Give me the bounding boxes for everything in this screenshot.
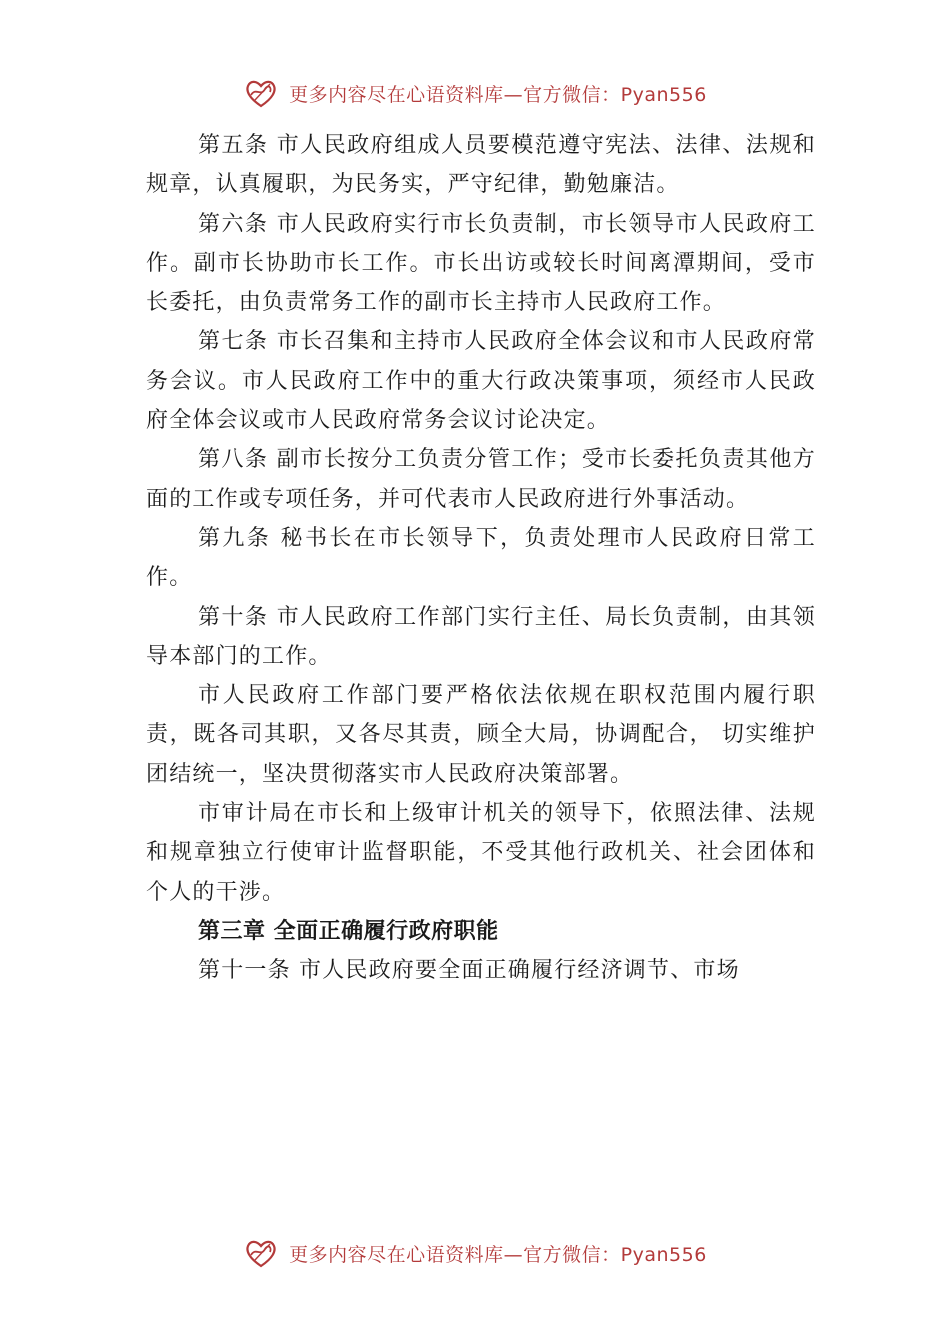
article-6: 第六条 市人民政府实行市长负责制，市长领导市人民政府工作。副市长协助市长工作。市长出访或较长时间离潭期间，受市长委托，由负责常务工作的副市长主持市人民政府工作。: [146, 211, 816, 316]
header-banner: [0, 70, 950, 116]
article-10-para-3: 市审计局在市长和上级审计机关的领导下，依照法律、法规和规章独立行使审计监督职能，不受其他行政机关、社会团体和个人的干涉。: [146, 801, 816, 905]
banner-text: 更多内容尽在心语资料库—官方微信：Pyan556: [289, 1243, 707, 1266]
article-11: 第十一条 市人民政府要全面正确履行经济调节、市场: [198, 958, 740, 984]
chapter-heading: 第三章 全面正确履行政府职能: [198, 918, 499, 944]
article-5: 第五条 市人民政府组成人员要模范遵守宪法、法律、法规和规章，认真履职，为民务实，严守纪律，勤勉廉洁。: [146, 133, 816, 198]
heart-signature-logo-icon: [243, 1235, 279, 1271]
article-9: 第九条 秘书长在市长领导下，负责处理市人民政府日常工作。: [146, 525, 816, 591]
document-body: [146, 126, 816, 991]
article-7: 第七条 市长召集和主持市人民政府全体会议和市人民政府常务会议。市人民政府工作中的重大行政决策事项，须经市人民政府全体会议或市人民政府常务会议讨论决定。: [146, 329, 816, 434]
footer-banner: [0, 1230, 950, 1276]
article-10-para-2: 市人民政府工作部门要严格依法依规在职权范围内履行职责，既各司其职，又各尽其责，顾全大局，协调配合， 切实维护团结统一，坚决贯彻落实市人民政府决策部署。: [146, 683, 816, 787]
banner-text: 更多内容尽在心语资料库—官方微信：Pyan556: [289, 83, 707, 106]
article-10: 第十条 市人民政府工作部门实行主任、局长负责制，由其领导本部门的工作。: [146, 604, 816, 669]
heart-signature-logo-icon: [243, 75, 279, 111]
article-8: 第八条 副市长按分工负责分管工作；受市长委托负责其他方面的工作或专项任务，并可代表市人民政府进行外事活动。: [146, 447, 816, 512]
